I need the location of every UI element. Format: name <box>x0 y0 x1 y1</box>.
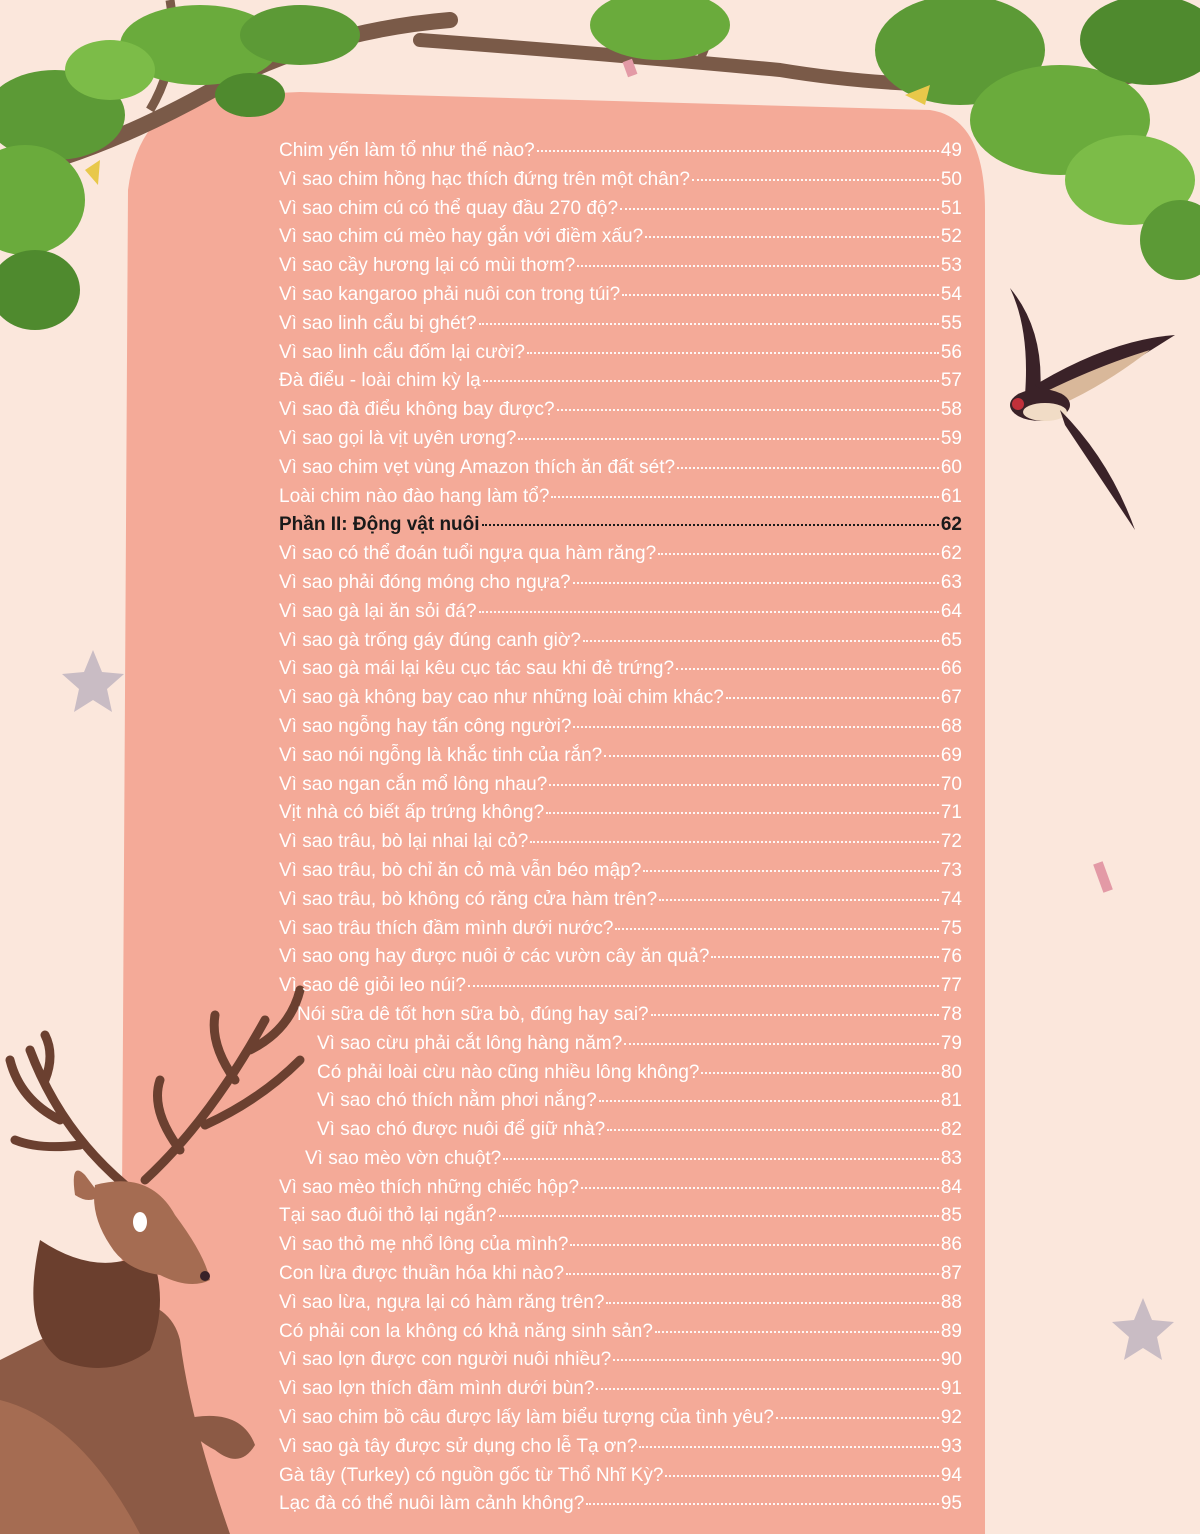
toc-entry-page-number: 62 <box>940 543 962 565</box>
toc-entry <box>279 1289 962 1318</box>
toc-entry <box>279 1462 962 1491</box>
toc-entry <box>279 252 962 281</box>
dot-leader <box>613 1359 939 1361</box>
toc-entry <box>279 195 962 224</box>
dot-leader <box>615 928 938 930</box>
toc-entry <box>279 454 962 483</box>
toc-entry-title: Vì sao cầy hương lại có mùi thơm? <box>279 255 576 277</box>
star-right <box>1112 1298 1174 1360</box>
toc-entry-page-number: 68 <box>940 715 962 737</box>
toc-entry-page-number: 93 <box>940 1435 962 1457</box>
toc-entry-title: Vì sao linh cẩu đốm lại cười? <box>279 341 525 363</box>
toc-entry <box>279 540 962 569</box>
toc-entry-title: Vì sao ngỗng hay tấn công người? <box>279 715 572 737</box>
toc-entry <box>279 1059 962 1088</box>
toc-entry-title: Vì sao chim hồng hạc thích đứng trên một chân? <box>279 168 690 190</box>
toc-entry <box>279 771 962 800</box>
toc-entry <box>279 223 962 252</box>
dot-leader <box>639 1446 938 1448</box>
dot-leader <box>599 1100 939 1102</box>
toc-entry <box>279 1260 962 1289</box>
dot-leader <box>573 582 939 584</box>
dot-leader <box>573 726 938 728</box>
toc-entry-title: Vì sao cừu phải cắt lông hàng năm? <box>317 1032 623 1054</box>
toc-entry-page-number: 90 <box>940 1349 962 1371</box>
toc-entry-page-number: 72 <box>940 831 962 853</box>
dot-leader <box>546 812 939 814</box>
toc-entry-page-number: 54 <box>940 283 962 305</box>
toc-entry <box>279 1346 962 1375</box>
toc-entry-page-number: 82 <box>940 1119 962 1141</box>
dot-leader <box>482 524 939 526</box>
toc-entry-title: Vì sao gọi là vịt uyên ương? <box>279 427 517 449</box>
dot-leader <box>655 1331 939 1333</box>
toc-entry <box>279 137 962 166</box>
toc-entry-title: Vì sao chim cú có thể quay đầu 270 độ? <box>279 197 619 219</box>
toc-entry-title: Vì sao mèo thích những chiếc hộp? <box>279 1176 580 1198</box>
toc-entry <box>279 310 962 339</box>
toc-entry-title: Vì sao trâu thích đầm mình dưới nước? <box>279 917 614 939</box>
toc-entry-title: Vì sao trâu, bò chỉ ăn cỏ mà vẫn béo mập? <box>279 859 642 881</box>
toc-entry-page-number: 67 <box>940 687 962 709</box>
toc-entry-title: Nói sữa dê tốt hơn sữa bò, đúng hay sai? <box>297 1003 649 1025</box>
toc-entry-title: Vì sao gà không bay cao như những loài chim khác? <box>279 687 724 709</box>
toc-entry <box>279 1375 962 1404</box>
toc-entry-page-number: 73 <box>940 859 962 881</box>
toc-entry-title: Vì sao chim bồ câu được lấy làm biểu tượng của tình yêu? <box>279 1407 775 1429</box>
dot-leader <box>549 784 939 786</box>
toc-entry <box>279 972 962 1001</box>
toc-entry-title: Vì sao ngan cắn mổ lông nhau? <box>279 773 548 795</box>
dot-leader <box>570 1244 938 1246</box>
swallow-bird <box>1010 288 1175 530</box>
toc-entry-title: Vì sao gà tây được sử dụng cho lễ Tạ ơn? <box>279 1435 638 1457</box>
toc-entry-page-number: 78 <box>940 1003 962 1025</box>
dot-leader <box>643 870 939 872</box>
dot-leader <box>566 1273 939 1275</box>
dot-leader <box>604 755 939 757</box>
toc-entry-page-number: 95 <box>940 1493 962 1515</box>
toc-entry <box>279 598 962 627</box>
toc-entry-page-number: 60 <box>940 456 962 478</box>
dot-leader <box>607 1129 939 1131</box>
toc-entry-page-number: 71 <box>940 802 962 824</box>
toc-entry-title: Đà điểu - loài chim kỳ lạ <box>279 370 481 392</box>
toc-entry-title: Vì sao có thể đoán tuổi ngựa qua hàm răng? <box>279 543 657 565</box>
toc-entry-page-number: 88 <box>940 1291 962 1313</box>
toc-entry-title: Vì sao chim vẹt vùng Amazon thích ăn đất sét? <box>279 456 676 478</box>
dot-leader <box>677 467 939 469</box>
toc-entry <box>279 1116 962 1145</box>
toc-entry-page-number: 94 <box>940 1464 962 1486</box>
toc-entry-title: Tại sao đuôi thỏ lại ngắn? <box>279 1205 497 1227</box>
toc-entry <box>279 684 962 713</box>
dot-leader <box>711 956 938 958</box>
toc-entry-page-number: 75 <box>940 917 962 939</box>
dot-leader <box>692 179 939 181</box>
toc-entry-title: Vì sao kangaroo phải nuôi con trong túi? <box>279 283 621 305</box>
dot-leader <box>658 553 939 555</box>
toc-entry-title: Vì sao chó được nuôi để giữ nhà? <box>317 1119 606 1141</box>
dot-leader <box>577 265 938 267</box>
toc-entry-page-number: 89 <box>940 1320 962 1342</box>
dot-leader <box>530 841 939 843</box>
toc-entry-title: Vì sao ong hay được nuôi ở các vườn cây ăn quả? <box>279 946 710 968</box>
toc-entry <box>279 367 962 396</box>
toc-entry-page-number: 83 <box>940 1147 962 1169</box>
toc-entry-page-number: 91 <box>940 1378 962 1400</box>
toc-entry-title: Vì sao phải đóng móng cho ngựa? <box>279 571 571 593</box>
dot-leader <box>726 697 939 699</box>
dot-leader <box>659 899 939 901</box>
toc-entry <box>279 1174 962 1203</box>
toc-entry-title: Vì sao chim cú mèo hay gắn với điềm xấu? <box>279 226 644 248</box>
toc-entry <box>279 799 962 828</box>
toc-entry <box>279 1490 962 1519</box>
toc-entry-title: Vì sao trâu, bò không có răng cửa hàm trên? <box>279 888 658 910</box>
toc-entry-title: Có phải loài cừu nào cũng nhiều lông không? <box>317 1061 700 1083</box>
toc-entry-page-number: 84 <box>940 1176 962 1198</box>
dot-leader <box>557 409 939 411</box>
toc-entry-title: Có phải con la không có khả năng sinh sản? <box>279 1320 653 1342</box>
toc-entry <box>279 569 962 598</box>
toc-entry <box>279 742 962 771</box>
toc-entry <box>279 886 962 915</box>
dot-leader <box>468 985 939 987</box>
toc-entry-page-number: 51 <box>940 197 962 219</box>
toc-entry-title: Vì sao lợn được con người nuôi nhiều? <box>279 1349 612 1371</box>
toc-entry-title: Vịt nhà có biết ấp trứng không? <box>279 802 545 824</box>
toc-entry-title: Vì sao linh cẩu bị ghét? <box>279 312 477 334</box>
toc-entry <box>279 1001 962 1030</box>
toc-entry <box>279 1231 962 1260</box>
dot-leader <box>624 1043 939 1045</box>
toc-entry-page-number: 74 <box>940 888 962 910</box>
toc-entry <box>279 1202 962 1231</box>
toc-entry <box>279 713 962 742</box>
dot-leader <box>581 1187 939 1189</box>
toc-entry-title: Vì sao trâu, bò lại nhai lại cỏ? <box>279 831 529 853</box>
dot-leader <box>620 208 939 210</box>
dot-leader <box>645 236 939 238</box>
toc-entry-page-number: 55 <box>940 312 962 334</box>
toc-entry-page-number: 85 <box>940 1205 962 1227</box>
toc-entry-page-number: 86 <box>940 1234 962 1256</box>
toc-entry-title: Vì sao dê giỏi leo núi? <box>279 975 466 997</box>
dot-leader <box>518 438 938 440</box>
table-of-contents <box>279 137 962 1519</box>
toc-entry-title: Gà tây (Turkey) có nguồn gốc từ Thổ Nhĩ Kỳ? <box>279 1464 664 1486</box>
toc-entry-title: Con lừa được thuần hóa khi nào? <box>279 1263 565 1285</box>
toc-entry-title: Vì sao gà lại ăn sỏi đá? <box>279 600 477 622</box>
toc-entry <box>279 483 962 512</box>
toc-entry-title: Vì sao thỏ mẹ nhổ lông của mình? <box>279 1234 569 1256</box>
toc-entry <box>279 943 962 972</box>
toc-entry-page-number: 50 <box>940 168 962 190</box>
toc-entry <box>279 1318 962 1347</box>
toc-entry <box>279 1030 962 1059</box>
toc-entry-title: Vì sao đà điểu không bay được? <box>279 399 555 421</box>
dot-leader <box>527 352 939 354</box>
dot-leader <box>701 1072 938 1074</box>
toc-entry <box>279 627 962 656</box>
toc-entry-title: Vì sao mèo vờn chuột? <box>305 1147 502 1169</box>
toc-section-heading <box>279 511 962 540</box>
toc-entry <box>279 281 962 310</box>
toc-entry-page-number: 52 <box>940 226 962 248</box>
toc-entry-page-number: 76 <box>940 946 962 968</box>
toc-entry <box>279 857 962 886</box>
dot-leader <box>586 1503 939 1505</box>
dot-leader <box>676 668 939 670</box>
toc-entry-title: Vì sao nói ngỗng là khắc tinh của rắn? <box>279 744 603 766</box>
toc-entry-page-number: 81 <box>940 1090 962 1112</box>
dot-leader <box>776 1417 939 1419</box>
toc-entry <box>279 828 962 857</box>
toc-entry-page-number: 62 <box>940 514 962 536</box>
dot-leader <box>583 640 939 642</box>
toc-entry-page-number: 65 <box>940 629 962 651</box>
toc-entry-page-number: 58 <box>940 399 962 421</box>
dot-leader <box>551 496 938 498</box>
toc-entry <box>279 1145 962 1174</box>
toc-entry-title: Vì sao lợn thích đầm mình dưới bùn? <box>279 1378 595 1400</box>
toc-entry <box>279 1404 962 1433</box>
toc-entry-page-number: 61 <box>940 485 962 507</box>
toc-entry-page-number: 77 <box>940 975 962 997</box>
toc-entry <box>279 425 962 454</box>
dot-leader <box>537 150 939 152</box>
toc-entry-page-number: 64 <box>940 600 962 622</box>
toc-entry-page-number: 66 <box>940 658 962 680</box>
toc-entry <box>279 1087 962 1116</box>
dot-leader <box>479 323 939 325</box>
toc-entry-title: Vì sao gà trống gáy đúng canh giờ? <box>279 629 581 651</box>
toc-entry-page-number: 59 <box>940 427 962 449</box>
toc-entry-title: Vì sao lừa, ngựa lại có hàm răng trên? <box>279 1291 605 1313</box>
toc-entry <box>279 1433 962 1462</box>
dot-leader <box>596 1388 938 1390</box>
toc-entry <box>279 915 962 944</box>
toc-entry-page-number: 69 <box>940 744 962 766</box>
toc-entry-title: Loài chim nào đào hang làm tổ? <box>279 485 550 507</box>
toc-entry-page-number: 56 <box>940 341 962 363</box>
toc-entry-title: Phần II: Động vật nuôi <box>279 514 480 536</box>
toc-entry-title: Lạc đà có thể nuôi làm cảnh không? <box>279 1493 585 1515</box>
dot-leader <box>606 1302 938 1304</box>
toc-entry-page-number: 57 <box>940 370 962 392</box>
toc-entry-title: Vì sao gà mái lại kêu cục tác sau khi đẻ trứng? <box>279 658 675 680</box>
dot-leader <box>479 611 939 613</box>
dot-leader <box>622 294 939 296</box>
star-left <box>62 650 124 712</box>
toc-entry-page-number: 92 <box>940 1407 962 1429</box>
toc-entry <box>279 166 962 195</box>
toc-entry-page-number: 70 <box>940 773 962 795</box>
dot-leader <box>651 1014 939 1016</box>
dot-leader <box>665 1475 938 1477</box>
toc-entry <box>279 396 962 425</box>
toc-entry-page-number: 87 <box>940 1263 962 1285</box>
toc-entry-page-number: 53 <box>940 255 962 277</box>
toc-entry-page-number: 79 <box>940 1032 962 1054</box>
toc-entry <box>279 655 962 684</box>
dot-leader <box>499 1215 939 1217</box>
toc-entry-title: Chim yến làm tổ như thế nào? <box>279 140 535 161</box>
toc-entry <box>279 339 962 368</box>
dot-leader <box>483 380 939 382</box>
toc-entry-page-number: 49 <box>940 140 962 161</box>
toc-entry-page-number: 63 <box>940 571 962 593</box>
dot-leader <box>503 1158 939 1160</box>
toc-entry-title: Vì sao chó thích nằm phơi nắng? <box>317 1090 597 1112</box>
toc-entry-page-number: 80 <box>940 1061 962 1083</box>
